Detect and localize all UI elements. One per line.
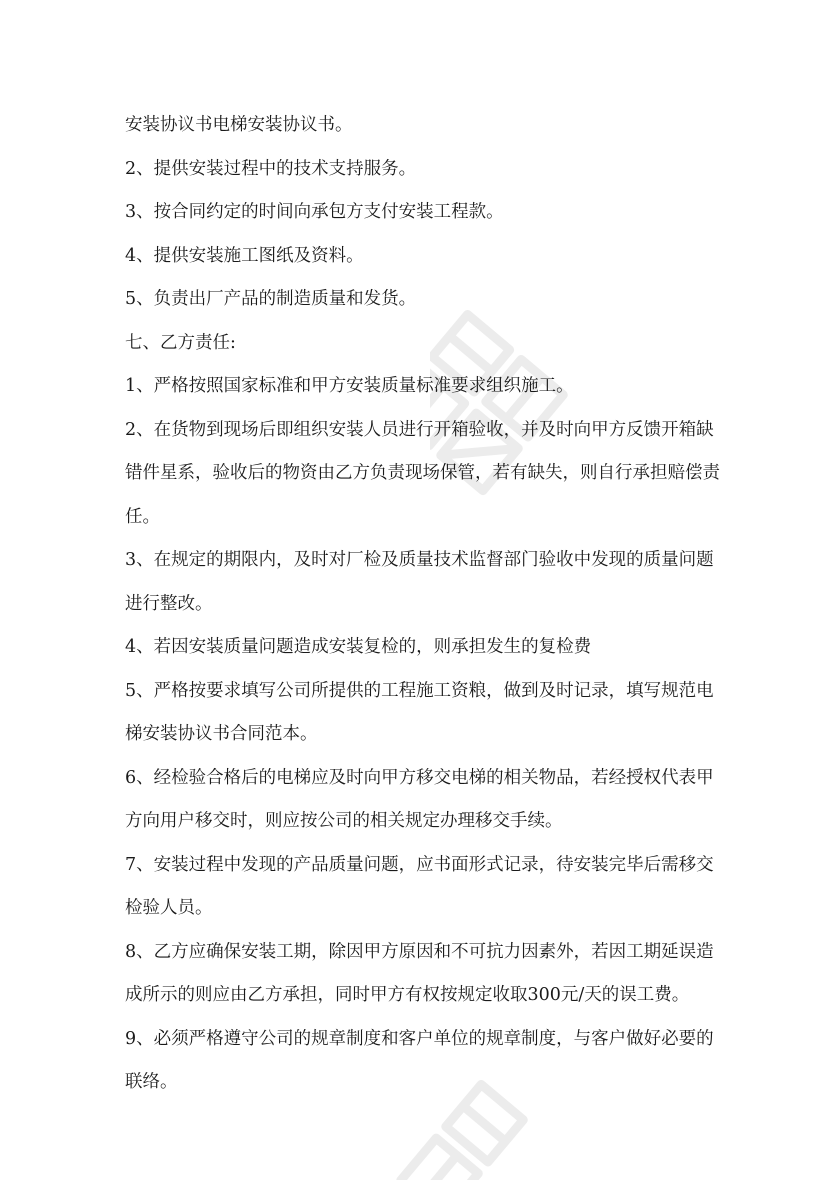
paragraph-b-6: 6、经检验合格后的电梯应及时向甲方移交电梯的相关物品，若经授权代表甲方向用户移交时，则应按公司的相关规定办理移交手续。 bbox=[125, 767, 714, 831]
section-heading-party-b: 七、乙方责任: bbox=[125, 332, 236, 353]
paragraph-a-5: 5、负责出厂产品的制造质量和发货。 bbox=[125, 289, 417, 309]
paragraph-b-7: 7、安装过程中发现的产品质量问题，应书面形式记录，待安装完毕后需移交检验人员。 bbox=[125, 854, 714, 918]
paragraph-b-4: 4、若因安装质量问题造成安装复检的，则承担发生的复检费 bbox=[125, 637, 592, 657]
paragraph-b-1: 1、严格按照国家标准和甲方安装质量标准要求组织施工。 bbox=[125, 376, 574, 396]
paragraph-install-agreement: 安装协议书电梯安装协议书。 bbox=[125, 115, 353, 135]
paragraph-b-2: 2、在货物到现场后即组织安装人员进行开箱验收，并及时向甲方反馈开箱缺错件星系，验收后的物资由乙方负责现场保管，若有缺失，则自行承担赔偿责任。 bbox=[125, 419, 720, 527]
paragraph-b-3: 3、在规定的期限内，及时对厂检及质量技术监督部门验收中发现的质量问题进行整改。 bbox=[125, 550, 714, 614]
paragraph-b-9: 9、必须严格遵守公司的规章制度和客户单位的规章制度，与客户做好必要的联络。 bbox=[125, 1028, 714, 1092]
document-body bbox=[125, 104, 725, 1105]
paragraph-a-3: 3、按合同约定的时间向承包方支付安装工程款。 bbox=[125, 202, 504, 222]
paragraph-b-5: 5、严格按要求填写公司所提供的工程施工资粮，做到及时记录，填写规范电梯安装协议书合同范本。 bbox=[125, 680, 714, 744]
paragraph-a-2: 2、提供安装过程中的技术支持服务。 bbox=[125, 158, 417, 179]
paragraph-b-8: 8、乙方应确保安装工期，除因甲方原因和不可抗力因素外，若因工期延误造成所示的则应由乙方承担，同时甲方有权按规定收取300元/天的误工费。 bbox=[125, 941, 714, 1005]
paragraph-a-4: 4、提供安装施工图纸及资料。 bbox=[125, 245, 364, 266]
